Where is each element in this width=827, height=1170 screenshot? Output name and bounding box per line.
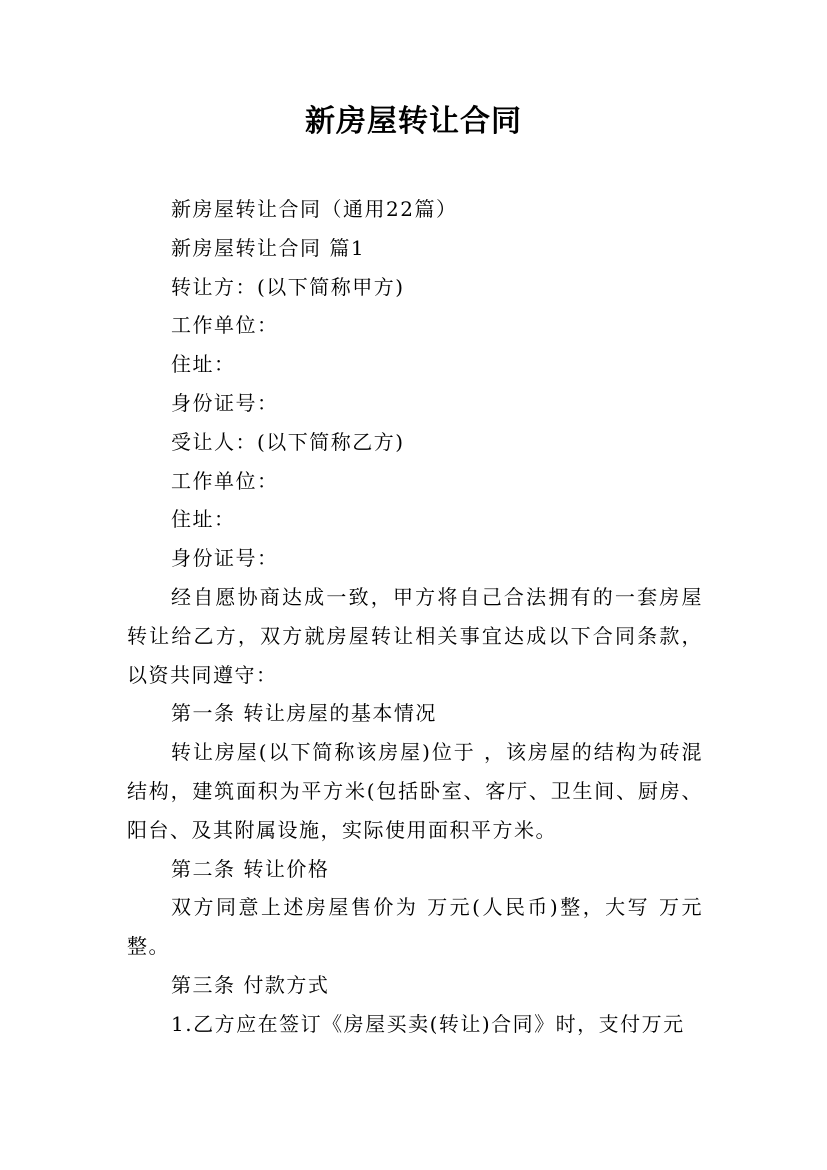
paragraph-transferor: 转让方：(以下简称甲方): [171, 274, 405, 299]
paragraph-transferor-workplace: 工作单位：: [171, 313, 279, 338]
paragraph-agreement-intro: 经自愿协商达成一致，甲方将自己合法拥有的一套房屋转让给乙方，双方就房屋转让相关事宜达成以下合同条款，以资共同遵守：: [127, 584, 703, 687]
paragraph-article-1-heading: 第一条 转让房屋的基本情况: [171, 701, 437, 726]
paragraph-transferee: 受让人：(以下简称乙方): [171, 429, 405, 454]
paragraph-article-3-item-1: 1.乙方应在签订《房屋买卖(转让)合同》时，支付万元: [171, 1011, 685, 1036]
document-body: [127, 190, 703, 1044]
paragraph-article-2-body: 双方同意上述房屋售价为 万元(人民币)整，大写 万元整。: [127, 895, 703, 959]
paragraph-article-heading: 新房屋转让合同 篇1: [171, 235, 366, 260]
paragraph-transferor-id: 身份证号：: [171, 390, 279, 415]
paragraph-article-3-heading: 第三条 付款方式: [171, 972, 330, 997]
paragraph-subtitle: 新房屋转让合同（通用22篇）: [171, 197, 458, 221]
paragraph-transferee-id: 身份证号：: [171, 546, 279, 571]
paragraph-transferee-workplace: 工作单位：: [171, 468, 279, 493]
document-title: 新房屋转让合同: [305, 104, 522, 139]
paragraph-transferor-address: 住址：: [171, 352, 236, 377]
paragraph-article-1-body: 转让房屋(以下简称该房屋)位于 ，该房屋的结构为砖混结构，建筑面积为平方米(包括卧室、客厅、卫生间、厨房、阳台、及其附属设施，实际使用面积平方米。: [127, 740, 703, 842]
paragraph-article-2-heading: 第二条 转让价格: [171, 856, 330, 881]
paragraph-transferee-address: 住址：: [171, 507, 236, 532]
